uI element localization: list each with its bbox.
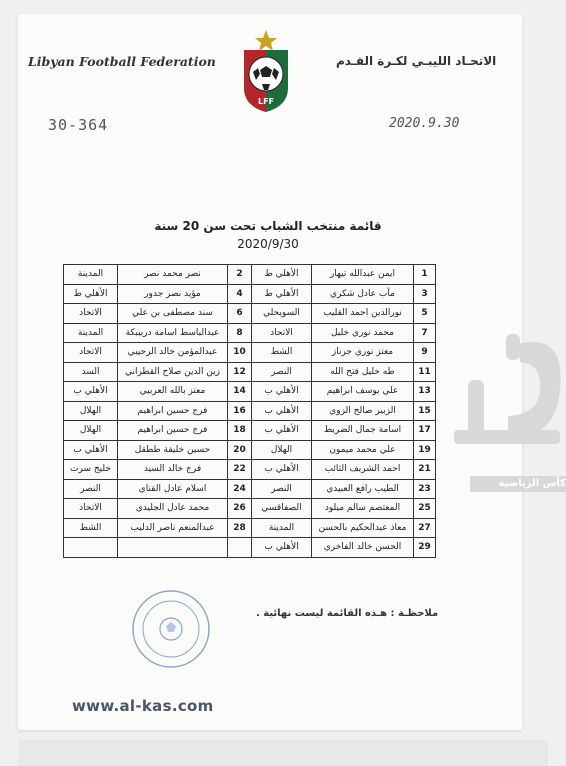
player-number: 16: [228, 401, 252, 421]
player-club: المدينة: [252, 518, 312, 538]
player-club: الأهلي ط: [252, 284, 312, 304]
player-name: مؤيد نصر جدور: [118, 284, 228, 304]
table-row: [64, 323, 436, 343]
table-row: [64, 460, 436, 480]
player-number: 22: [228, 460, 252, 480]
player-name: احمد الشريف الثائب: [312, 460, 414, 480]
player-club: [64, 538, 118, 558]
player-number: 20: [228, 440, 252, 460]
player-name: معاذ عبدالحكيم بالحسن: [312, 518, 414, 538]
player-name: حسين خليفة ططقل: [118, 440, 228, 460]
table-row: [64, 538, 436, 558]
table-row: [64, 518, 436, 538]
table-row: [64, 382, 436, 402]
table-row: [64, 421, 436, 441]
player-club: الأهلي ب: [64, 382, 118, 402]
player-club: الهلال: [64, 421, 118, 441]
player-number: 12: [228, 362, 252, 382]
player-name: نورالدين احمد القليب: [312, 304, 414, 324]
player-number: 15: [414, 401, 436, 421]
player-number: 9: [414, 343, 436, 363]
player-club: المدينة: [64, 323, 118, 343]
player-number: 13: [414, 382, 436, 402]
player-number: 25: [414, 499, 436, 519]
player-club: السد: [64, 362, 118, 382]
roster-table: [63, 264, 436, 558]
table-row: [64, 265, 436, 285]
list-note: ملاحظـة : هـذه القائمة ليست نهائية .: [256, 608, 439, 619]
player-name: عبدالباسط اسامة دربيبكة: [118, 323, 228, 343]
player-club: الأهلي ب: [64, 440, 118, 460]
footer-band: [18, 740, 548, 766]
player-club: السويحلي: [252, 304, 312, 324]
player-name: المعتصم سالم ميلود: [312, 499, 414, 519]
table-row: [64, 284, 436, 304]
player-number: 24: [228, 479, 252, 499]
player-club: خليج سرت: [64, 460, 118, 480]
player-number: 11: [414, 362, 436, 382]
player-name: الطيب رافع العبيدي: [312, 479, 414, 499]
player-club: الأهلي ب: [252, 401, 312, 421]
player-club: الاتحاد: [64, 304, 118, 324]
player-number: 23: [414, 479, 436, 499]
lff-logo: [236, 28, 296, 114]
table-row: [64, 401, 436, 421]
player-name: طه خليل فتح الله: [312, 362, 414, 382]
player-number: 4: [228, 284, 252, 304]
watermark-caption: كأس الرياضية: [470, 476, 566, 492]
table-row: [64, 479, 436, 499]
player-number: 2: [228, 265, 252, 285]
player-name: [118, 538, 228, 558]
player-club: الأهلي ب: [252, 460, 312, 480]
federation-stamp: [130, 588, 212, 670]
table-row: [64, 304, 436, 324]
player-name: سند مصطفى بن علي: [118, 304, 228, 324]
document-date: 2020.9.30: [389, 116, 460, 131]
player-club: الأهلي ب: [252, 421, 312, 441]
player-name: مآب عادل شكري: [312, 284, 414, 304]
player-club: الأهلي ب: [252, 538, 312, 558]
table-row: [64, 440, 436, 460]
player-club: الاتحاد: [252, 323, 312, 343]
player-club: الهلال: [252, 440, 312, 460]
player-name: الزبير صالح الزوي: [312, 401, 414, 421]
player-name: علي محمد ميمون: [312, 440, 414, 460]
player-number: 19: [414, 440, 436, 460]
player-name: ايمن عبدالله تيهار: [312, 265, 414, 285]
player-number: 26: [228, 499, 252, 519]
watermark-logo: [448, 320, 566, 490]
player-name: معتز نوري جرناز: [312, 343, 414, 363]
player-number: [228, 538, 252, 558]
player-name: محمد عادل الجليدي: [118, 499, 228, 519]
player-number: 6: [228, 304, 252, 324]
player-club: الاتحاد: [64, 499, 118, 519]
player-name: محمد نوري خليل: [312, 323, 414, 343]
player-number: 27: [414, 518, 436, 538]
player-name: فرج حسين ابراهيم: [118, 401, 228, 421]
player-name: عبدالمؤمن خالد الرحيبي: [118, 343, 228, 363]
player-club: الاتحاد: [64, 343, 118, 363]
player-number: 28: [228, 518, 252, 538]
table-row: [64, 362, 436, 382]
player-number: 1: [414, 265, 436, 285]
player-name: اسلام عادل القناي: [118, 479, 228, 499]
player-number: 21: [414, 460, 436, 480]
player-club: المدينة: [64, 265, 118, 285]
player-club: الأهلي ب: [252, 382, 312, 402]
document-subtitle: 2020/9/30: [237, 237, 299, 251]
player-club: الشط: [252, 343, 312, 363]
website-link[interactable]: www.al-kas.com: [72, 697, 214, 715]
player-club: النصر: [252, 479, 312, 499]
player-name: اسامة جمال الضريط: [312, 421, 414, 441]
player-number: 17: [414, 421, 436, 441]
player-number: 10: [228, 343, 252, 363]
logo-text: LFF: [257, 97, 275, 106]
player-number: 8: [228, 323, 252, 343]
player-club: الصفاقسي: [252, 499, 312, 519]
federation-name-en: Libyan Football Federation: [28, 54, 216, 69]
player-number: 3: [414, 284, 436, 304]
player-club: الأهلي ط: [64, 284, 118, 304]
player-name: زين الدين صلاح القطراني: [118, 362, 228, 382]
player-club: النصر: [64, 479, 118, 499]
player-club: النصر: [252, 362, 312, 382]
player-name: فرج خالد السيد: [118, 460, 228, 480]
player-number: 18: [228, 421, 252, 441]
table-row: [64, 343, 436, 363]
player-name: معتز بالله العربيي: [118, 382, 228, 402]
reference-number: 30-364: [48, 116, 109, 134]
federation-name-ar: الاتحـاد الليبـي لكـرة القـدم: [336, 54, 497, 68]
player-name: فرج حسين ابراهيم: [118, 421, 228, 441]
player-club: الشط: [64, 518, 118, 538]
logo-star-icon: [255, 30, 277, 51]
player-name: نصر محمد نصر: [118, 265, 228, 285]
table-row: [64, 499, 436, 519]
player-number: 14: [228, 382, 252, 402]
player-number: 7: [414, 323, 436, 343]
player-name: الحسن خالد الفاخري: [312, 538, 414, 558]
player-club: الهلال: [64, 401, 118, 421]
player-name: علي يوسف ابراهيم: [312, 382, 414, 402]
player-number: 5: [414, 304, 436, 324]
player-club: الأهلي ط: [252, 265, 312, 285]
player-number: 29: [414, 538, 436, 558]
player-name: عبدالمنعم ناصر الدليب: [118, 518, 228, 538]
document-title: قائمة منتخب الشباب تحت سن 20 سنة: [154, 219, 382, 233]
